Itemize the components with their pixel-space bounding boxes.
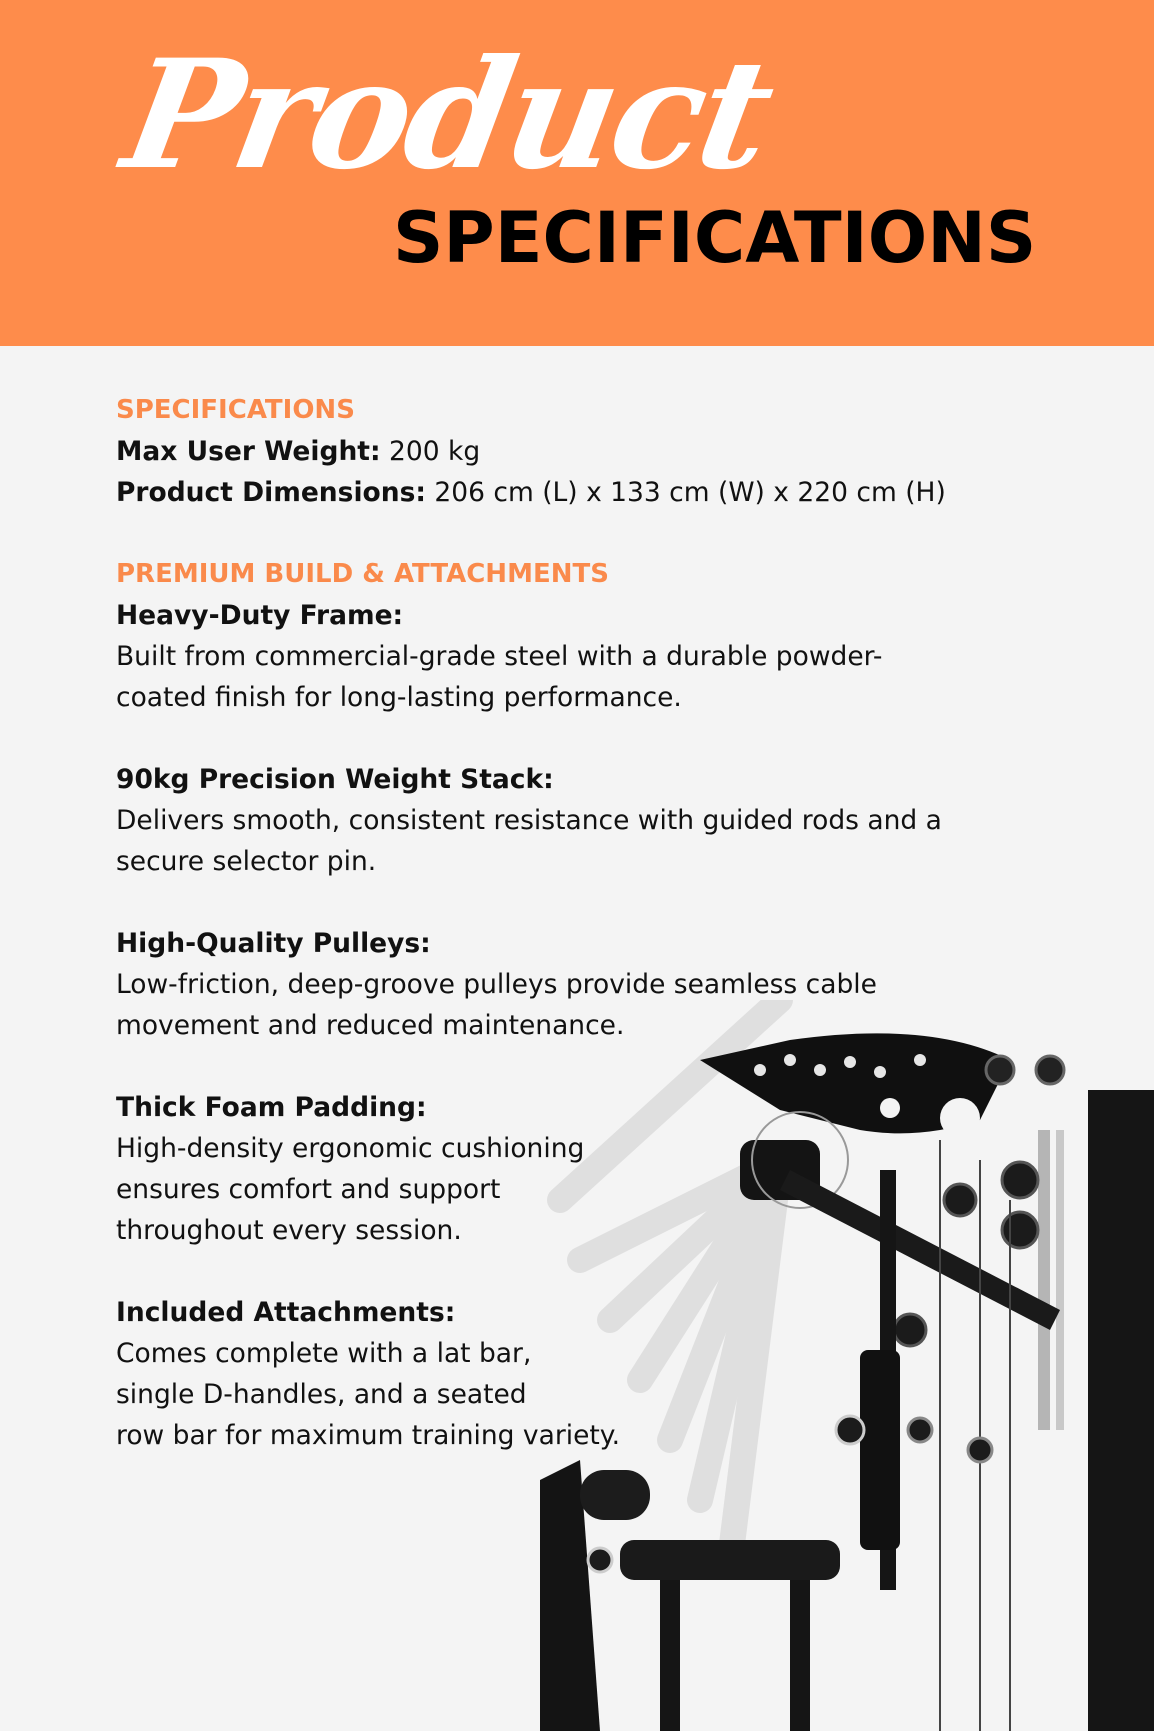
feature-foam-padding xyxy=(116,1087,1076,1251)
feature-attachments xyxy=(116,1292,1076,1456)
block-title: SPECIFICATIONS xyxy=(393,197,1037,279)
spec-value: 206 cm (L) x 133 cm (W) x 220 cm (H) xyxy=(425,477,946,508)
feature-desc-line: single D-handles, and a seated xyxy=(116,1379,527,1410)
script-title: Product xyxy=(112,27,782,203)
feature-title: Included Attachments: xyxy=(116,1297,456,1328)
feature-title: Heavy-Duty Frame: xyxy=(116,600,404,631)
feature-pulleys xyxy=(116,923,1076,1046)
spec-value: 200 kg xyxy=(380,436,481,467)
spec-label: Product Dimensions: xyxy=(116,477,426,508)
feature-desc-line: Built from commercial-grade steel with a durable powder- xyxy=(116,641,883,672)
feature-title: Thick Foam Padding: xyxy=(116,1092,427,1123)
feature-heavy-duty-frame xyxy=(116,595,1076,718)
feature-title: 90kg Precision Weight Stack: xyxy=(116,764,554,795)
spec-content xyxy=(116,390,1076,1456)
feature-title: High-Quality Pulleys: xyxy=(116,928,431,959)
feature-desc-line: Low-friction, deep-groove pulleys provide seamless cable xyxy=(116,969,877,1000)
feature-desc-line: movement and reduced maintenance. xyxy=(116,1010,625,1041)
spec-max-user-weight xyxy=(116,431,1076,472)
spec-product-dimensions xyxy=(116,472,1076,513)
premium-heading: PREMIUM BUILD & ATTACHMENTS xyxy=(116,559,609,589)
feature-desc-line: throughout every session. xyxy=(116,1215,462,1246)
feature-desc-line: secure selector pin. xyxy=(116,846,377,877)
feature-desc-line: coated finish for long-lasting performance. xyxy=(116,682,682,713)
feature-desc-line: row bar for maximum training variety. xyxy=(116,1420,621,1451)
feature-weight-stack xyxy=(116,759,1076,882)
feature-desc-line: High-density ergonomic cushioning xyxy=(116,1133,585,1164)
feature-desc-line: ensures comfort and support xyxy=(116,1174,501,1205)
feature-desc-line: Delivers smooth, consistent resistance with guided rods and a xyxy=(116,805,942,836)
header-banner xyxy=(0,0,1154,346)
specifications-heading: SPECIFICATIONS xyxy=(116,395,355,425)
feature-desc-line: Comes complete with a lat bar, xyxy=(116,1338,532,1369)
spec-label: Max User Weight: xyxy=(116,436,381,467)
